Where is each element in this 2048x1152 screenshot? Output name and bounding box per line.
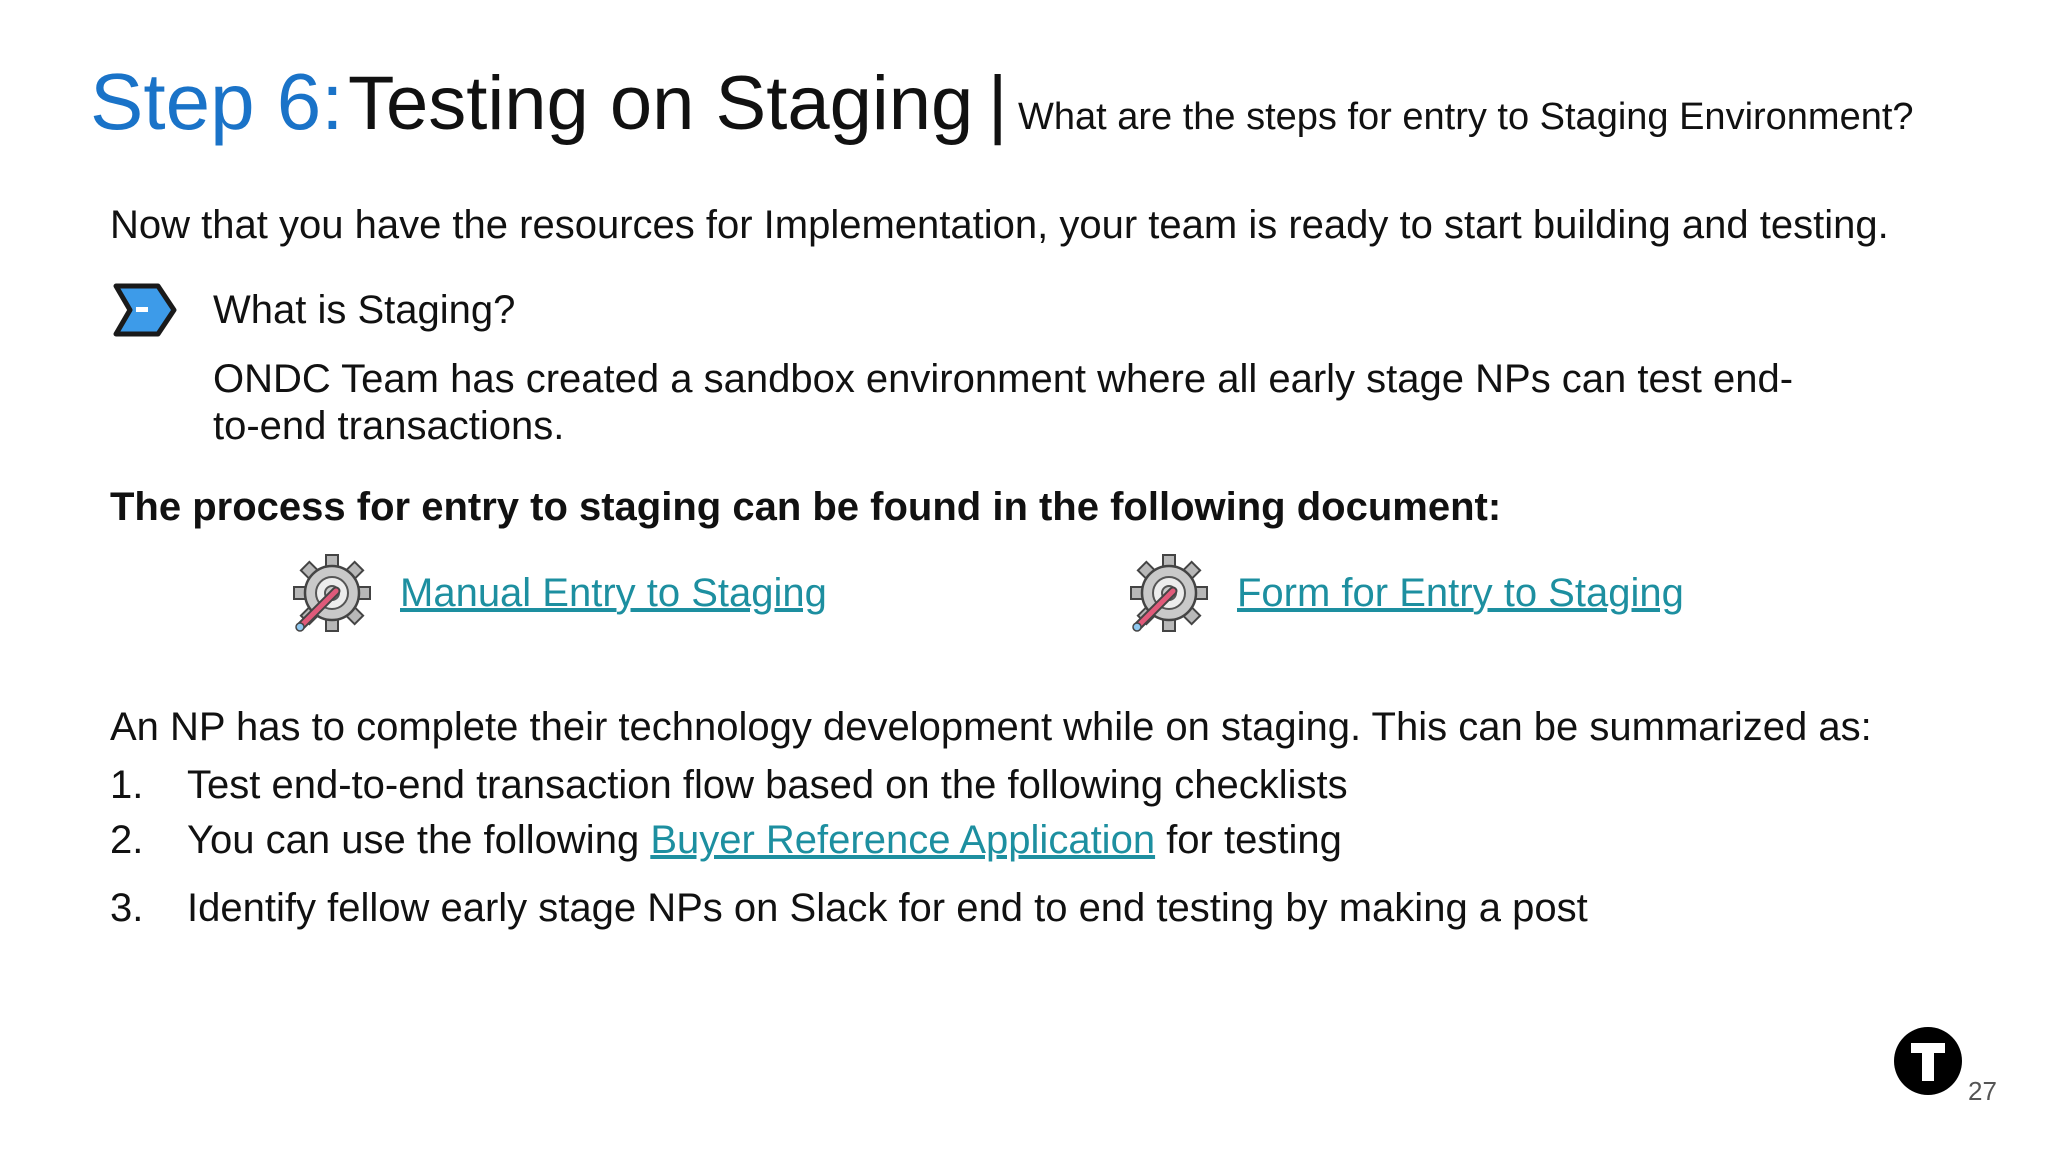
document-link-form[interactable] — [1127, 551, 1684, 635]
t-circle-logo-icon — [1893, 1026, 1963, 1096]
manual-entry-link[interactable]: Manual Entry to Staging — [400, 570, 827, 615]
list-item — [110, 763, 1348, 808]
gear-wrench-icon — [1127, 551, 1211, 635]
title-step: Step 6: — [90, 57, 344, 146]
page-number: 27 — [1968, 1076, 1997, 1106]
blue-arrow-tag-icon — [110, 280, 180, 340]
list-text: Identify fellow early stage NPs on Slack for end to end testing by making a post — [187, 886, 1588, 930]
list-number: 2. — [110, 818, 144, 862]
list-text-before: You can use the following — [187, 818, 640, 862]
buyer-reference-app-link[interactable]: Buyer Reference Application — [650, 818, 1156, 862]
title-main: Testing on Staging — [347, 61, 974, 146]
intro-text: Now that you have the resources for Implementation, your team is ready to start building and testing. — [110, 203, 1889, 247]
list-text-after: for testing — [1166, 818, 1342, 862]
document-link-manual[interactable] — [290, 551, 827, 635]
list-text: Test end-to-end transaction flow based on the following checklists — [187, 763, 1348, 807]
list-number: 3. — [110, 886, 144, 930]
gear-wrench-icon — [290, 551, 374, 635]
callout-body: ONDC Team has created a sandbox environment where all early stage NPs can test end-to-end transactions. — [213, 357, 1794, 448]
title-subtitle: What are the steps for entry to Staging Environment? — [1017, 96, 1914, 138]
list-item — [110, 886, 1588, 931]
callout-title: What is Staging? — [213, 288, 516, 332]
summary-text: An NP has to complete their technology development while on staging. This can be summarized as: — [110, 705, 1872, 749]
process-heading: The process for entry to staging can be found in the following document: — [110, 485, 1502, 529]
list-item — [110, 818, 1342, 863]
title-separator: | — [987, 61, 1008, 146]
list-number: 1. — [110, 763, 144, 807]
slide-title — [90, 57, 1914, 146]
form-entry-link[interactable]: Form for Entry to Staging — [1237, 570, 1684, 615]
